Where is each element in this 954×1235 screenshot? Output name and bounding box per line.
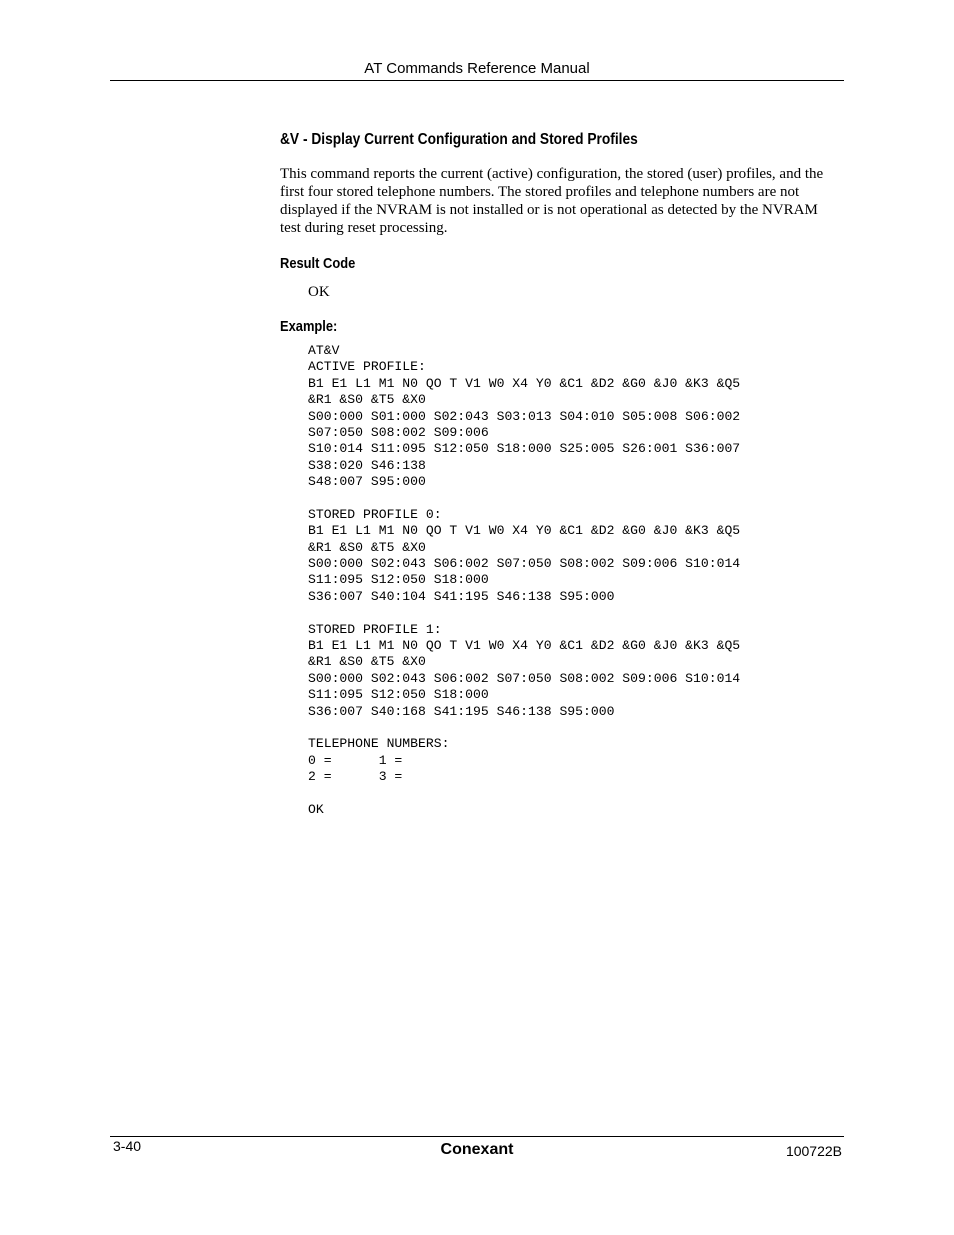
code-line (308, 491, 740, 507)
example-heading: Example: (280, 318, 338, 335)
code-line (308, 786, 740, 802)
page-number: 3-40 (113, 1138, 142, 1154)
footer-rule (110, 1136, 844, 1137)
code-line: B1 E1 L1 M1 N0 QO T V1 W0 X4 Y0 &C1 &D2 &G0 &J0 &K3 &Q5 (308, 523, 741, 539)
result-code-value: OK (308, 284, 330, 300)
code-line (308, 605, 740, 621)
description-paragraph: This command reports the current (active) configuration, the stored (user) profiles, and the first four stored telephone numbers. The stored profiles and telephone numbers are not displayed if the NVRAM is not installed or is not operational as detected by the NVRAM test during reset processing. (280, 166, 824, 236)
code-line: S00:000 S01:000 S02:043 S03:013 S04:010 S05:008 S06:002 (308, 408, 741, 424)
code-line: STORED PROFILE 1: (308, 621, 442, 637)
code-line: &R1 &S0 &T5 &X0 (308, 539, 426, 555)
code-line: B1 E1 L1 M1 N0 QO T V1 W0 X4 Y0 &C1 &D2 &G0 &J0 &K3 &Q5 (308, 638, 741, 654)
code-line: S00:000 S02:043 S06:002 S07:050 S08:002 S09:006 S10:014 (308, 556, 741, 572)
document-number: 100722B (785, 1143, 842, 1159)
company-name: Conexant (440, 1141, 514, 1158)
code-line: &R1 &S0 &T5 &X0 (308, 654, 426, 670)
result-code-heading: Result Code (280, 255, 356, 272)
code-line: ACTIVE PROFILE: (308, 359, 426, 375)
code-line: S36:007 S40:104 S41:195 S46:138 S95:000 (308, 588, 615, 604)
code-line: S48:007 S95:000 (308, 474, 426, 490)
example-code-block (308, 343, 740, 818)
code-line: S11:095 S12:050 S18:000 (308, 687, 489, 703)
code-line: S10:014 S11:095 S12:050 S18:000 S25:005 S26:001 S36:007 (308, 441, 741, 457)
code-line: 2 = 3 = (308, 769, 403, 785)
code-line: AT&V (308, 343, 340, 358)
code-line: B1 E1 L1 M1 N0 QO T V1 W0 X4 Y0 &C1 &D2 &G0 &J0 &K3 &Q5 (308, 375, 741, 391)
code-line: TELEPHONE NUMBERS: (308, 736, 450, 752)
code-line: S38:020 S46:138 (308, 457, 426, 473)
running-header: AT Commands Reference Manual (364, 60, 590, 77)
header-rule (110, 80, 844, 81)
code-line: 0 = 1 = (308, 752, 403, 768)
section-title: &V - Display Current Configuration and Stored Profiles (280, 131, 638, 148)
code-line: S00:000 S02:043 S06:002 S07:050 S08:002 S09:006 S10:014 (308, 670, 741, 686)
code-line: &R1 &S0 &T5 &X0 (308, 392, 426, 408)
code-line: S36:007 S40:168 S41:195 S46:138 S95:000 (308, 703, 615, 719)
code-line: S07:050 S08:002 S09:006 (308, 424, 489, 440)
code-line (308, 720, 740, 736)
code-line: STORED PROFILE 0: (308, 506, 442, 522)
code-line: S11:095 S12:050 S18:000 (308, 572, 489, 588)
code-line: OK (308, 801, 324, 817)
